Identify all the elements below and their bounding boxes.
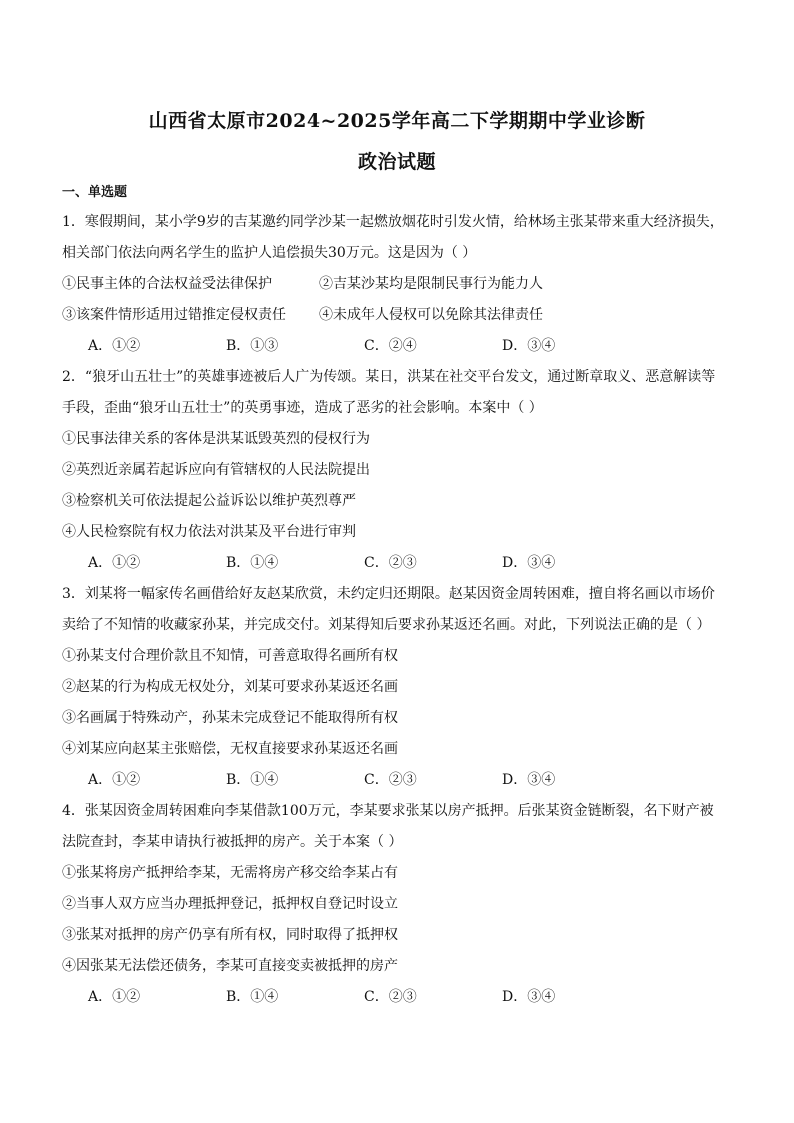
question-stem-line: 3．刘某将一幅家传名画借给好友赵某欣赏，未约定归还期限。赵某因资金周转困难，擅自将名画以市场价 [62, 586, 715, 602]
option-item: ③名画属于特殊动产，孙某未完成登记不能取得所有权 [62, 710, 398, 726]
question-stem-line: 法院查封，李某申请执行被抵押的房产。关于本案（ ） [62, 834, 403, 850]
option-item: ③张某对抵押的房产仍享有所有权，同时取得了抵押权 [62, 927, 398, 943]
option-item: ④未成年人侵权可以免除其法律责任 [319, 307, 543, 323]
option-item: ②吉某沙某均是限制民事行为能力人 [319, 276, 543, 292]
option-item: ④刘某应向赵某主张赔偿，无权直接要求孙某返还名画 [62, 741, 398, 757]
choice-a[interactable]: A．①② [88, 338, 141, 354]
choice-c[interactable]: C．②③ [364, 555, 417, 571]
choice-b[interactable]: B．①③ [226, 338, 279, 354]
question-stem-line: 2．“狼牙山五壮士”的英雄事迹被后人广为传颂。某日，洪某在社交平台发文，通过断章取义、恶意解读等 [62, 369, 716, 385]
choice-b[interactable]: B．①④ [226, 555, 279, 571]
question-stem-line: 手段，歪曲“狼牙山五壮士”的英勇事迹，造成了恶劣的社会影响。本案中（ ） [62, 400, 543, 416]
choice-c[interactable]: C．②③ [364, 772, 417, 788]
option-item: ④因张某无法偿还债务，李某可直接变卖被抵押的房产 [62, 958, 398, 974]
question-stem-line: 4．张某因资金周转困难向李某借款100万元，李某要求张某以房产抵押。后张某资金链断裂，名下财产被 [62, 803, 714, 819]
option-item: ③检察机关可依法提起公益诉讼以维护英烈尊严 [62, 493, 356, 509]
option-item: ①张某将房产抵押给李某，无需将房产移交给李某占有 [62, 865, 398, 881]
choice-d[interactable]: D．③④ [502, 338, 556, 354]
choice-d[interactable]: D．③④ [502, 772, 556, 788]
question-stem-line: 相关部门依法向两名学生的监护人追偿损失30万元。这是因为（ ） [62, 245, 477, 261]
section-heading: 一、单选题 [62, 185, 128, 200]
question-3 [62, 579, 732, 796]
choice-a[interactable]: A．①② [88, 989, 141, 1005]
option-item: ①民事主体的合法权益受法律保护 [62, 276, 272, 292]
choice-d[interactable]: D．③④ [502, 989, 556, 1005]
choice-c[interactable]: C．②④ [364, 338, 417, 354]
answer-choices [62, 548, 732, 579]
question-4 [62, 796, 732, 1013]
choice-c[interactable]: C．②③ [364, 989, 417, 1005]
question-stem-line: 卖给了不知情的收藏家孙某，并完成交付。刘某得知后要求孙某返还名画。对此，下列说法正确的是（ ） [62, 617, 711, 633]
answer-choices [62, 331, 732, 362]
question-2 [62, 362, 732, 579]
option-item: ④人民检察院有权力依法对洪某及平台进行审判 [62, 524, 356, 540]
question-1 [62, 207, 732, 362]
choice-a[interactable]: A．①② [88, 772, 141, 788]
choice-b[interactable]: B．①④ [226, 772, 279, 788]
answer-choices [62, 982, 732, 1013]
choice-a[interactable]: A．①② [88, 555, 141, 571]
page-subtitle: 政治试题 [357, 151, 436, 173]
option-item: ②赵某的行为构成无权处分，刘某可要求孙某返还名画 [62, 679, 398, 695]
option-item: ①民事法律关系的客体是洪某诋毁英烈的侵权行为 [62, 431, 370, 447]
choice-d[interactable]: D．③④ [502, 555, 556, 571]
question-list [62, 207, 732, 1013]
option-item: ②英烈近亲属若起诉应向有管辖权的人民法院提出 [62, 462, 370, 478]
option-row [62, 300, 732, 331]
option-item: ②当事人双方应当办理抵押登记，抵押权自登记时设立 [62, 896, 398, 912]
page-title: 山西省太原市2024~2025学年高二下学期期中学业诊断 [148, 110, 646, 132]
question-stem-line: 1．寒假期间，某小学9岁的吉某邀约同学沙某一起燃放烟花时引发火情，给林场主张某带来重大经济损失， [62, 214, 724, 230]
option-row [62, 269, 732, 300]
option-item: ③该案件情形适用过错推定侵权责任 [62, 307, 286, 323]
choice-b[interactable]: B．①④ [226, 989, 279, 1005]
option-item: ①孙某支付合理价款且不知情，可善意取得名画所有权 [62, 648, 398, 664]
answer-choices [62, 765, 732, 796]
